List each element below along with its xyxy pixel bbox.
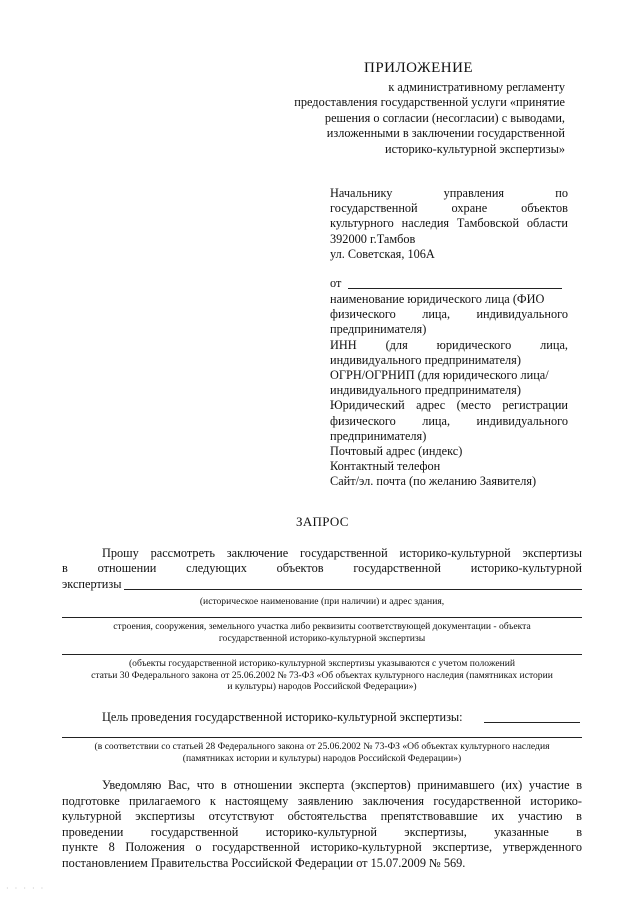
caption-line: строения, сооружения, земельного участка либо реквизиты соответствующей документации - объекта xyxy=(113,621,531,632)
caption-line: и культуры) народов Российской Федерации») xyxy=(227,681,417,693)
addressee-line: ул. Советская, 106А xyxy=(330,246,435,261)
caption-objects-law xyxy=(62,658,582,693)
request-paragraph xyxy=(62,546,582,592)
from-label: от xyxy=(330,276,342,291)
caption-object-details xyxy=(62,621,582,644)
notice-paragraph xyxy=(62,778,582,872)
caption-line: (в соответствии со статьей 28 Федерального закона от 25.06.2002 № 73-ФЗ «Об объектах культурного наследия xyxy=(94,741,550,752)
scan-mark: · · · · · xyxy=(6,884,46,893)
applicant-field: Контактный телефон xyxy=(330,459,441,474)
caption-purpose-law xyxy=(62,741,582,764)
applicant-field: Сайт/эл. почта (по желанию Заявителя) xyxy=(330,474,537,489)
caption-line: государственной историко-культурной экспертизы xyxy=(218,632,426,644)
from-input-line[interactable] xyxy=(348,288,562,289)
appendix-line: изложенными в заключении государственной xyxy=(326,126,565,141)
object-input-line-3[interactable] xyxy=(62,654,582,655)
request-line-prefix: экспертизы xyxy=(62,576,122,591)
notice-line: Уведомляю Вас, что в отношении эксперта (экспертов) принимавшего (их) участие в xyxy=(102,778,582,792)
appendix-line: к административному регламенту xyxy=(388,80,565,94)
notice-line: проведении государственной историко-культурной экспертизы, указанные в xyxy=(62,824,582,839)
applicant-field: ОГРН/ОГРНИП (для юридического лица/ xyxy=(330,368,549,383)
purpose-row xyxy=(62,710,582,725)
appendix-title: ПРИЛОЖЕНИЕ xyxy=(364,60,474,76)
applicant-field: Юридический адрес (место регистрации xyxy=(330,398,568,413)
appendix-line: историко-культурной экспертизы» xyxy=(385,141,565,156)
appendix-line: решения о согласии (несогласии) с выводами, xyxy=(324,110,565,125)
applicant-field: предпринимателя) xyxy=(330,428,427,443)
addressee-line: культурного наследия Тамбовской области xyxy=(330,216,568,231)
applicant-field: индивидуального предпринимателя) xyxy=(330,352,521,367)
caption-line: (памятниках истории и культуры) народов Российской Федерации») xyxy=(182,752,462,764)
object-input-line[interactable] xyxy=(124,589,582,590)
notice-line: пункте 8 Положения о государственной историко-культурной экспертизе, утвержденного xyxy=(62,840,582,855)
purpose-line xyxy=(62,710,582,725)
purpose-input-line[interactable] xyxy=(484,722,580,723)
applicant-field: наименование юридического лица (ФИО xyxy=(330,292,545,307)
notice-line: культурной экспертизы отсутствуют обстоятельства препятствовавшие их участию в xyxy=(62,809,582,824)
applicant-field: Почтовый адрес (индекс) xyxy=(330,444,463,459)
from-row xyxy=(330,276,568,292)
appendix-line: предоставления государственной услуги «принятие xyxy=(294,95,565,110)
appendix-subtitle xyxy=(250,80,565,157)
applicant-field: физического лица, индивидуального xyxy=(330,307,568,322)
caption-line: (объекты государственной историко-культурной экспертизы указываются с учетом положений xyxy=(128,658,516,669)
request-line: Прошу рассмотреть заключение государственной историко-культурной экспертизы xyxy=(102,546,582,560)
request-line xyxy=(62,577,582,592)
applicant-field: предпринимателя) xyxy=(330,322,427,337)
purpose-label: Цель проведения государственной историко-культурной экспертизы: xyxy=(102,710,463,724)
addressee-line: государственной охране объектов xyxy=(330,201,568,216)
notice-line: подготовке прилагаемого к настоящему заявлению заключения государственной историко- xyxy=(62,793,582,808)
request-title: ЗАПРОС xyxy=(296,514,349,529)
applicant-field: физического лица, индивидуального xyxy=(330,413,568,428)
applicant-field: ИНН (для юридического лица, xyxy=(330,337,568,352)
addressee-line: Начальнику управления по xyxy=(330,186,568,200)
caption-object-name: (историческое наименование (при наличии) и адрес здания, xyxy=(199,596,445,607)
caption-line: статьи 30 Федерального закона от 25.06.2002 № 73-ФЗ «Об объектах культурного наследия (памятниках истории xyxy=(91,669,553,681)
addressee-line: 392000 г.Тамбов xyxy=(330,231,416,246)
request-line: в отношении следующих объектов государственной историко-культурной xyxy=(62,561,582,576)
applicant-field: индивидуального предпринимателя) xyxy=(330,383,521,398)
addressee-block xyxy=(330,186,568,490)
notice-line: постановлением Правительства Российской Федерации от 15.07.2009 № 569. xyxy=(62,855,466,870)
purpose-input-line-2[interactable] xyxy=(62,737,582,738)
object-input-line-2[interactable] xyxy=(62,617,582,618)
